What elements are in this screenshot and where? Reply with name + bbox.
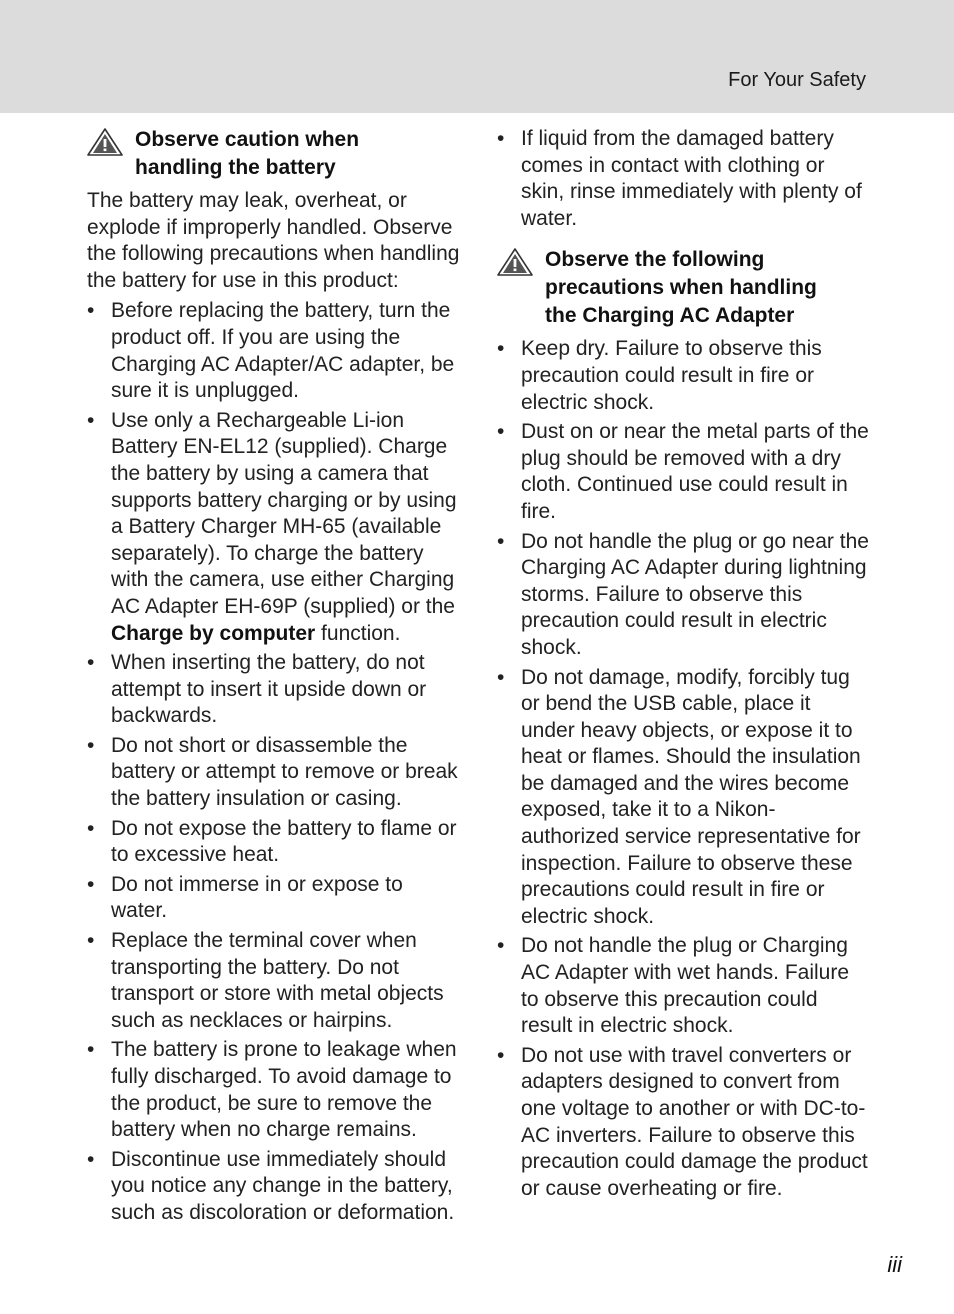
- title-line: the Charging AC Adapter: [545, 304, 795, 328]
- adapter-precautions-list: [497, 336, 869, 1202]
- battery-precautions-list-continued: [497, 126, 869, 232]
- bullet-dot: •: [497, 1043, 505, 1067]
- right-column: [497, 126, 869, 1205]
- bullet-dot: •: [87, 1038, 95, 1062]
- list-item-text: function.: [315, 621, 401, 645]
- bullet-dot: •: [497, 665, 505, 689]
- list-item: [497, 419, 869, 525]
- warning-triangle-icon: [497, 248, 533, 276]
- list-item-text: Do not handle the plug or Charging AC Adapter with wet hands. Failure to observe this precaution could result in electric shock.: [521, 934, 850, 1038]
- bullet-dot: •: [497, 127, 505, 150]
- list-item: [497, 336, 869, 416]
- list-item-text: Do not use with travel converters or adapters designed to convert from one voltage to another or with DC-to-AC inverters. Failure to observe this precaution could damage the product or cause overheating or fire.: [521, 1043, 868, 1200]
- bullet-dot: •: [87, 651, 95, 675]
- list-item: [87, 1147, 462, 1227]
- bullet-dot: •: [87, 816, 95, 840]
- bullet-dot: •: [497, 337, 505, 361]
- battery-caution-title: [135, 126, 359, 182]
- left-column: [87, 126, 462, 1230]
- bullet-dot: •: [87, 929, 95, 953]
- bullet-dot: •: [497, 529, 505, 553]
- warning-triangle-icon: [87, 128, 123, 156]
- list-item-text: Do not short or disassemble the battery or attempt to remove or break the battery insulation or casing.: [111, 733, 458, 811]
- page-number: iii: [887, 1252, 902, 1277]
- battery-precautions-list: [87, 298, 462, 1226]
- list-item-text: Dust on or near the metal parts of the plug should be removed with a dry cloth. Continued use could result in fire.: [521, 420, 869, 523]
- bullet-dot: •: [87, 299, 95, 323]
- list-item: [87, 928, 462, 1034]
- list-item: [497, 1043, 869, 1203]
- bullet-dot: •: [497, 934, 505, 958]
- list-item: [87, 408, 462, 647]
- list-item: [497, 933, 869, 1039]
- title-line: Observe the following: [545, 248, 765, 272]
- list-item-text: Before replacing the battery, turn the product off. If you are using the Charging AC Adapter/AC adapter, be sure it is unplugged.: [111, 299, 455, 403]
- list-item-text: Do not expose the battery to flame or to excessive heat.: [111, 816, 457, 867]
- list-item-text: The battery is prone to leakage when fully discharged. To avoid damage to the product, be sure to remove the battery when no charge remains.: [111, 1038, 457, 1142]
- list-item-text: Do not immerse in or expose to water.: [111, 872, 403, 923]
- list-item-text: Keep dry. Failure to observe this precaution could result in fire or electric shock.: [521, 337, 822, 414]
- list-item: [87, 650, 462, 730]
- title-line: Observe caution when: [135, 128, 360, 151]
- bullet-dot: •: [87, 1147, 95, 1171]
- adapter-caution-title: [545, 246, 817, 330]
- list-item-text: If liquid from the damaged battery comes in contact with clothing or skin, rinse immediately with plenty of water.: [521, 127, 862, 230]
- list-item-text: Do not handle the plug or go near the Charging AC Adapter during lightning storms. Failure to observe this precaution could result in electric shock.: [521, 529, 869, 659]
- title-line: handling the battery: [135, 156, 336, 179]
- battery-intro-text: The battery may leak, overheat, or explode if improperly handled. Observe the following precautions when handling the battery for use in this product:: [87, 189, 460, 292]
- list-item: [497, 665, 869, 931]
- header-band: [0, 0, 954, 113]
- adapter-caution-heading: [497, 246, 869, 330]
- title-line: precautions when handling: [545, 276, 817, 300]
- list-item: [497, 126, 869, 232]
- charge-by-computer-term: Charge by computer: [111, 621, 316, 645]
- page-header-title: For Your Safety: [728, 69, 866, 91]
- list-item: [87, 298, 462, 404]
- list-item: [87, 872, 462, 925]
- bullet-dot: •: [87, 408, 95, 432]
- bullet-dot: •: [87, 733, 95, 757]
- list-item: [87, 1037, 462, 1143]
- list-item-text: When inserting the battery, do not attempt to insert it upside down or backwards.: [111, 651, 427, 728]
- bullet-dot: •: [497, 420, 505, 444]
- list-item-text: Do not damage, modify, forcibly tug or bend the USB cable, place it under heavy objects, or expose it to heat or flames. Should the insulation be damaged and the wires become exposed, take it to a Nikon-authorized service representative for inspection. Failure to observe these precautions could result in fire or electric shock.: [521, 665, 861, 928]
- list-item: [87, 733, 462, 813]
- list-item: [497, 529, 869, 662]
- battery-caution-heading: [87, 126, 462, 182]
- list-item: [87, 816, 462, 869]
- list-item-text: Discontinue use immediately should you notice any change in the battery, such as discoloration or deformation.: [111, 1147, 455, 1224]
- list-item-text: Replace the terminal cover when transporting the battery. Do not transport or store with metal objects such as necklaces or hairpins.: [111, 929, 444, 1032]
- list-item-text: Use only a Rechargeable Li-ion Battery EN-EL12 (supplied). Charge the battery by using a camera that supports battery charging or by using a Battery Charger MH-65 (available separately). To charge the battery with the camera, use either Charging AC Adapter EH-69P (supplied) or the: [111, 408, 457, 618]
- bullet-dot: •: [87, 872, 95, 896]
